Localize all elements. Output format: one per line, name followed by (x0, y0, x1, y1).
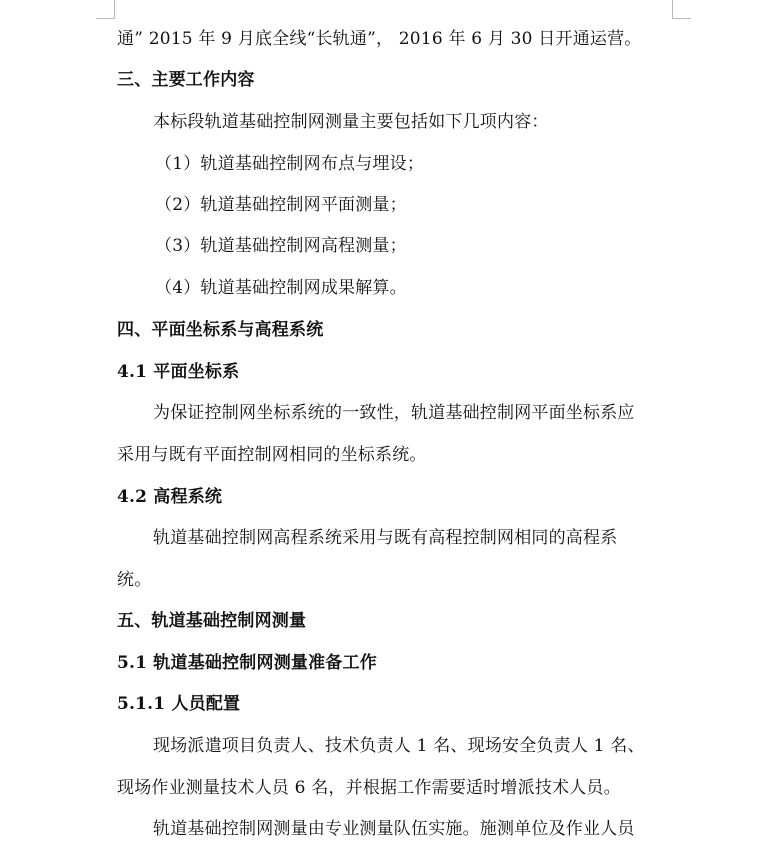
body-line: 统。 (117, 570, 152, 590)
section-heading: 三、主要工作内容 (117, 70, 255, 90)
section-heading: 四、平面坐标系与高程系统 (117, 320, 324, 340)
section-heading: 五、轨道基础控制网测量 (117, 611, 307, 631)
page-corner-mark-left (96, 0, 115, 19)
body-paragraph: 轨道基础控制网高程系统采用与既有高程控制网相同的高程系 (153, 528, 618, 548)
body-line: 采用与既有平面控制网相同的坐标系统。 (117, 445, 427, 465)
list-item: （4）轨道基础控制网成果解算。 (155, 278, 407, 298)
list-item: （2）轨道基础控制网平面测量； (155, 195, 407, 215)
subsubsection-heading: 5.1.1 人员配置 (117, 694, 241, 714)
list-item: （3）轨道基础控制网高程测量； (155, 236, 407, 256)
subsection-heading: 5.1 轨道基础控制网测量准备工作 (117, 653, 377, 673)
subsection-heading: 4.1 平面坐标系 (117, 362, 240, 382)
body-line: 现场作业测量技术人员 6 名，并根据工作需要适时增派技术人员。 (117, 778, 621, 798)
body-paragraph: 本标段轨道基础控制网测量主要包括如下几项内容： (153, 112, 549, 132)
subsection-heading: 4.2 高程系统 (117, 487, 223, 507)
body-paragraph: 为保证控制网坐标系统的一致性，轨道基础控制网平面坐标系应 (153, 403, 635, 423)
list-item: （1）轨道基础控制网布点与埋设； (155, 154, 425, 174)
page-corner-mark-right (672, 0, 691, 19)
body-line: 通” 2015 年 9 月底全线“长轨通”， 2016 年 6 月 30 日开通运营。 (117, 29, 642, 49)
body-paragraph: 轨道基础控制网测量由专业测量队伍实施。施测单位及作业人员 (153, 819, 635, 839)
body-paragraph: 现场派遣项目负责人、技术负责人 1 名、现场安全负责人 1 名、 (153, 736, 645, 756)
